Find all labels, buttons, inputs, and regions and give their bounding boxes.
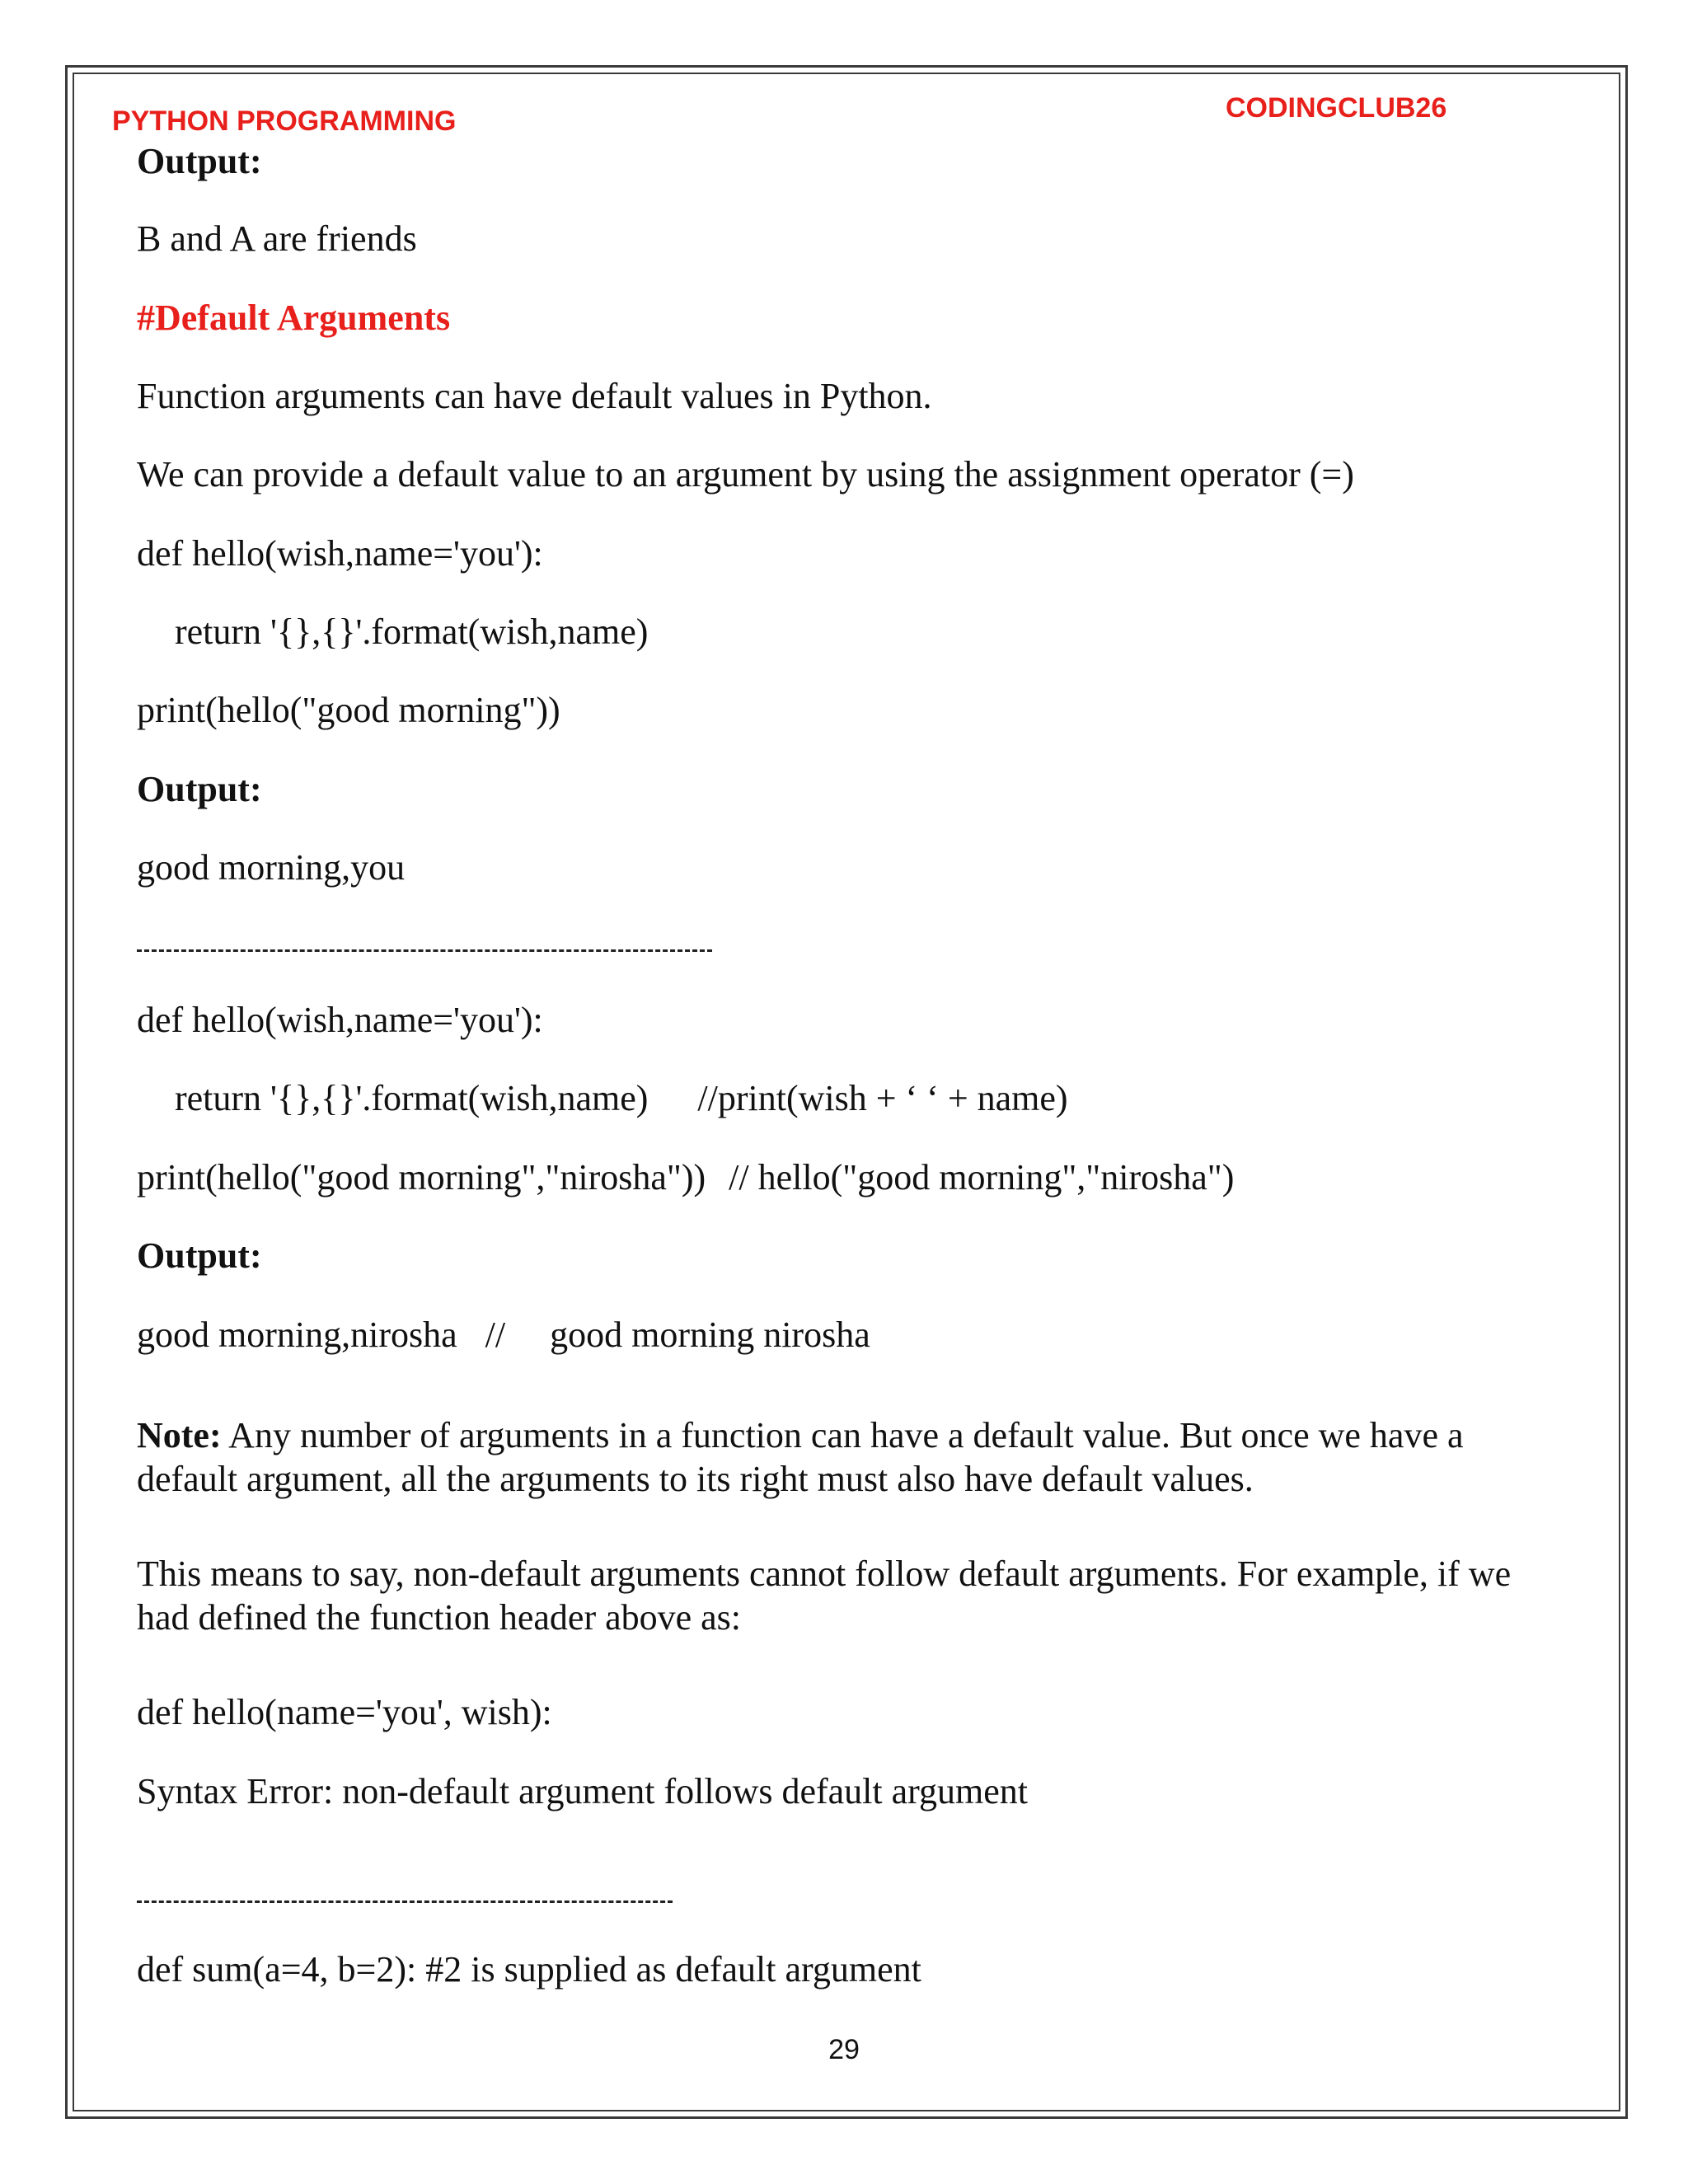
- output-text-1: B and A are friends: [137, 218, 417, 259]
- section-heading: #Default Arguments: [137, 298, 451, 338]
- intro-line-1: Function arguments can have default values in Python.: [137, 376, 932, 416]
- page-number: 29: [828, 2034, 860, 2065]
- code2-return-comment: //print(wish + ‘ ‘ + name): [697, 1078, 1068, 1118]
- output-label-1: Output:: [137, 141, 262, 181]
- means-paragraph: This means to say, non-default arguments cannot follow default arguments. For example, if we had defined the function header above as:: [137, 1554, 1512, 1638]
- output-label-3: Output:: [137, 1235, 262, 1276]
- output-text-2: good morning,you: [137, 847, 406, 888]
- code2-print-code: print(hello("good morning","nirosha")): [137, 1157, 706, 1197]
- syntax-error-line: Syntax Error: non-default argument follows default argument: [137, 1771, 1028, 1811]
- code2-return-code: return '{},{}'.format(wish,name): [175, 1078, 649, 1118]
- note-paragraph: [137, 1413, 1571, 1501]
- intro-line-2: We can provide a default value to an argument by using the assignment operator (=): [137, 454, 1354, 494]
- output3-separator: //: [485, 1315, 506, 1355]
- code2-print: [137, 1156, 1234, 1199]
- code2-return: [175, 1077, 1068, 1120]
- code2-print-comment: // hello("good morning","nirosha"): [729, 1157, 1235, 1197]
- dashed-separator-2: [137, 1900, 673, 1903]
- note-text: Any number of arguments in a function can have a default value. But once we have a default argument, all the arguments to its right must also have default values.: [137, 1415, 1464, 1499]
- output-label-2: Output:: [137, 769, 262, 809]
- code2-def: def hello(wish,name='you'):: [137, 1000, 543, 1040]
- code3-def: def hello(name='you', wish):: [137, 1692, 552, 1732]
- header-left-title: PYTHON PROGRAMMING: [112, 105, 457, 137]
- header-right-title: CODINGCLUB26: [1226, 92, 1447, 124]
- output3-alt: good morning nirosha: [550, 1315, 870, 1355]
- output-text-3: [137, 1314, 870, 1357]
- code1-print: print(hello("good morning")): [137, 690, 560, 730]
- code1-def: def hello(wish,name='you'):: [137, 533, 543, 574]
- code4-def: def sum(a=4, b=2): #2 is supplied as default argument: [137, 1949, 921, 1990]
- output3-text: good morning,nirosha: [137, 1315, 457, 1355]
- code1-return: return '{},{}'.format(wish,name): [175, 612, 649, 652]
- dashed-separator-1: [137, 949, 712, 952]
- note-label: Note:: [137, 1415, 222, 1455]
